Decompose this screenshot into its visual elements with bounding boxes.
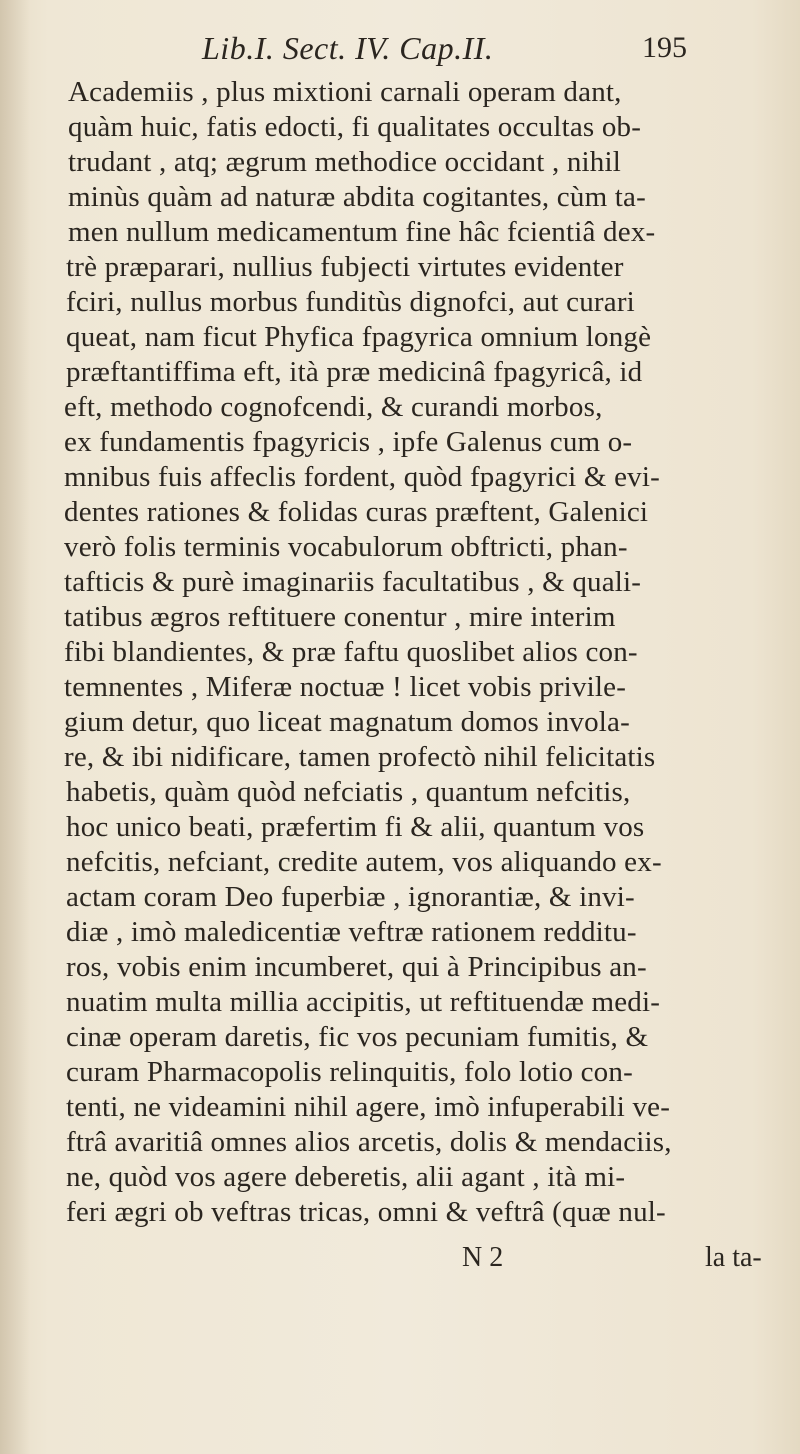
text-line: men nullum medicamentum fine hâc fcientiâ dex- bbox=[68, 216, 656, 248]
text-line: tenti, ne videamini nihil agere, imò infuperabili ve- bbox=[66, 1091, 671, 1123]
text-line: feri ægri ob veftras tricas, omni & veftrâ (quæ nul- bbox=[66, 1196, 666, 1228]
text-line: habetis, quàm quòd nefciatis , quantum nefcitis, bbox=[66, 776, 631, 808]
text-line: nuatim multa millia accipitis, ut reftituendæ medi- bbox=[66, 986, 661, 1018]
text-line: fibi blandientes, & præ faftu quoslibet alios con- bbox=[64, 636, 638, 668]
text-line: tafticis & purè imaginariis facultatibus , & quali- bbox=[64, 566, 642, 598]
catchword: la ta- bbox=[705, 1242, 762, 1273]
text-line: ros, vobis enim incumberet, qui à Principibus an- bbox=[66, 951, 647, 983]
section-reference: Lib.I. Sect. IV. Cap.II. bbox=[202, 30, 494, 66]
running-head bbox=[0, 28, 800, 76]
signature-mark: N 2 bbox=[462, 1242, 504, 1273]
text-line: curam Pharmacopolis relinquitis, folo lotio con- bbox=[66, 1056, 633, 1088]
text-line: nefcitis, nefciant, credite autem, vos aliquando ex- bbox=[66, 846, 662, 878]
text-line: actam coram Deo fuperbiæ , ignorantiæ, & invi- bbox=[66, 881, 635, 913]
gutter-shadow bbox=[0, 0, 30, 1454]
text-line: tatibus ægros reftituere conentur , mire interim bbox=[64, 601, 616, 633]
text-line: queat, nam ficut Phyfica fpagyrica omnium longè bbox=[66, 321, 652, 353]
text-line: trudant , atq; ægrum methodice occidant , nihil bbox=[68, 146, 622, 178]
text-line: verò folis terminis vocabulorum obftricti, phan- bbox=[64, 531, 628, 563]
text-line: temnentes , Miferæ noctuæ ! licet vobis privile- bbox=[64, 671, 627, 703]
text-line: ne, quòd vos agere deberetis, alii agant , ità mi- bbox=[66, 1161, 626, 1193]
text-line: re, & ibi nidificare, tamen profectò nihil felicitatis bbox=[64, 741, 656, 773]
text-line: quàm huic, fatis edocti, fi qualitates occultas ob- bbox=[68, 111, 642, 143]
text-line: gium detur, quo liceat magnatum domos involа- bbox=[64, 706, 630, 738]
text-line: ftrâ avaritiâ omnes alios arcetis, dolis & mendaciis, bbox=[66, 1126, 672, 1158]
text-line: præftantiffima eft, ità præ medicinâ fpagyricâ, id bbox=[66, 356, 643, 388]
text-line: fciri, nullus morbus funditùs dignofci, aut curari bbox=[66, 286, 635, 318]
text-line: cinæ operam daretis, fic vos pecuniam fumitis, & bbox=[66, 1021, 649, 1053]
text-line: mnibus fuis affeclis fordent, quòd fpagyrici & evi- bbox=[64, 461, 660, 493]
page-number: 195 bbox=[642, 31, 687, 64]
catchword-line bbox=[0, 1240, 800, 1280]
text-line: minùs quàm ad naturæ abdita cogitantes, cùm ta- bbox=[68, 181, 646, 213]
text-line: diæ , imò maledicentiæ veftræ rationem redditu- bbox=[66, 916, 637, 948]
text-line: trè præparari, nullius fubjecti virtutes evidenter bbox=[66, 251, 624, 283]
text-line: Academiis , plus mixtioni carnali operam dant, bbox=[68, 76, 622, 108]
text-line: eft, methodo cognofcendi, & curandi morbos, bbox=[64, 391, 603, 423]
text-line: ex fundamentis fpagyricis , ipfe Galenus cum o- bbox=[64, 426, 633, 458]
text-line: dentes rationes & folidas curas præftent, Galenici bbox=[64, 496, 649, 528]
text-line: hoc unico beati, præfertim fi & alii, quantum vos bbox=[66, 811, 645, 843]
